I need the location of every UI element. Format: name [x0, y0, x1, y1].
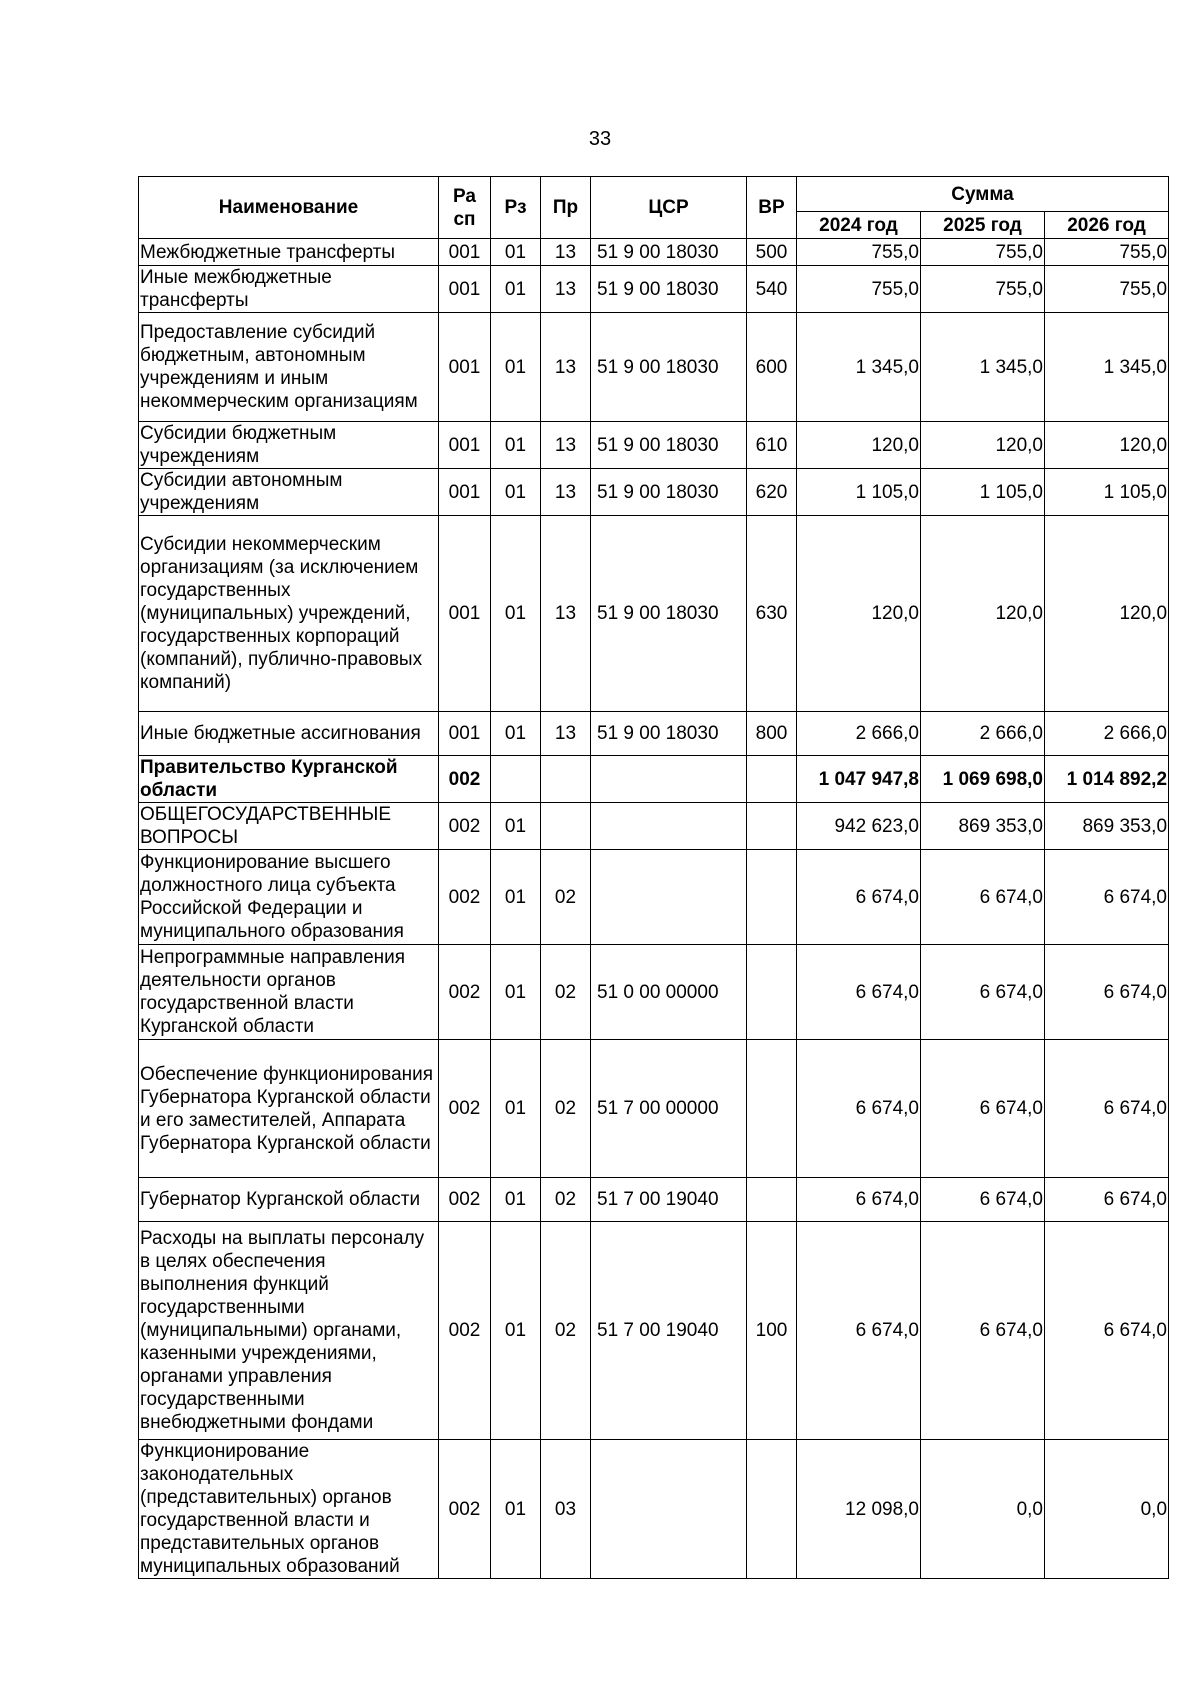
page-number: 33: [588, 128, 612, 150]
row-rz: 01: [491, 239, 541, 266]
table-row: [139, 239, 1169, 266]
row-amount-2025: 120,0: [921, 516, 1045, 712]
row-vr: [747, 756, 797, 803]
table-row: [139, 1222, 1169, 1440]
table-row: [139, 945, 1169, 1040]
row-amount-2025: 6 674,0: [921, 1040, 1045, 1178]
row-pr: 13: [541, 266, 591, 313]
row-amount-2026: 1 014 892,2: [1045, 756, 1169, 803]
table-row: [139, 1040, 1169, 1178]
row-rz: 01: [491, 266, 541, 313]
row-name: Субсидии автономным учреждениям: [139, 469, 439, 516]
row-rasp: 002: [439, 1040, 491, 1178]
row-name: Обеспечение функционирования Губернатора Курганской области и его заместителей, Аппарата Губернатора Курганской области: [139, 1040, 439, 1178]
row-rasp: 002: [439, 1178, 491, 1222]
row-name: Непрограммные направления деятельности органов государственной власти Курганской области: [139, 945, 439, 1040]
row-name: Иные бюджетные ассигнования: [139, 712, 439, 756]
row-csr: 51 9 00 18030: [591, 266, 747, 313]
row-rasp: 001: [439, 266, 491, 313]
row-amount-2025: 0,0: [921, 1440, 1045, 1579]
row-rz: 01: [491, 516, 541, 712]
row-amount-2024: 1 105,0: [797, 469, 921, 516]
table-row: [139, 1440, 1169, 1579]
row-rz: [491, 756, 541, 803]
row-name: Субсидии некоммерческим организациям (за исключением государственных (муниципальных) учреждений, государственных корпораций (компаний), публично-правовых компаний): [139, 516, 439, 712]
row-name: Функционирование законодательных (представительных) органов государственной власти и представительных органов муниципальных образований: [139, 1440, 439, 1579]
row-pr: 03: [541, 1440, 591, 1579]
row-amount-2024: 2 666,0: [797, 712, 921, 756]
table-row: [139, 756, 1169, 803]
row-vr: [747, 1440, 797, 1579]
row-pr: [541, 803, 591, 850]
row-amount-2024: 6 674,0: [797, 1040, 921, 1178]
header-2024: 2024 год: [797, 212, 921, 239]
row-csr: 51 7 00 00000: [591, 1040, 747, 1178]
row-amount-2025: 6 674,0: [921, 850, 1045, 945]
row-amount-2025: 6 674,0: [921, 1222, 1045, 1440]
row-amount-2026: 755,0: [1045, 266, 1169, 313]
row-csr: 51 0 00 00000: [591, 945, 747, 1040]
row-amount-2026: 6 674,0: [1045, 1222, 1169, 1440]
row-amount-2026: 869 353,0: [1045, 803, 1169, 850]
row-vr: 500: [747, 239, 797, 266]
row-pr: 13: [541, 516, 591, 712]
row-amount-2025: 755,0: [921, 266, 1045, 313]
row-csr: 51 9 00 18030: [591, 313, 747, 422]
row-amount-2024: 120,0: [797, 516, 921, 712]
header-pr: Пр: [541, 177, 591, 239]
row-csr: 51 7 00 19040: [591, 1222, 747, 1440]
row-amount-2025: 6 674,0: [921, 945, 1045, 1040]
table-row: [139, 712, 1169, 756]
row-csr: [591, 850, 747, 945]
row-amount-2026: 6 674,0: [1045, 1040, 1169, 1178]
row-amount-2024: 942 623,0: [797, 803, 921, 850]
row-vr: 800: [747, 712, 797, 756]
row-amount-2025: 869 353,0: [921, 803, 1045, 850]
row-rasp: 001: [439, 516, 491, 712]
row-amount-2026: 120,0: [1045, 422, 1169, 469]
header-sum: Сумма: [797, 177, 1169, 212]
row-rasp: 001: [439, 712, 491, 756]
table-row: [139, 850, 1169, 945]
row-amount-2025: 755,0: [921, 239, 1045, 266]
row-vr: [747, 850, 797, 945]
header-rasp-bottom: сп: [453, 208, 476, 230]
row-rasp: 002: [439, 1222, 491, 1440]
budget-table: [138, 176, 1169, 1579]
row-vr: 540: [747, 266, 797, 313]
row-amount-2024: 6 674,0: [797, 945, 921, 1040]
row-rasp: 002: [439, 1440, 491, 1579]
row-amount-2024: 755,0: [797, 239, 921, 266]
row-pr: 13: [541, 422, 591, 469]
row-rasp: 001: [439, 313, 491, 422]
row-csr: [591, 803, 747, 850]
row-name: Правительство Курганской области: [139, 756, 439, 803]
table-row: [139, 516, 1169, 712]
table-row: [139, 422, 1169, 469]
row-vr: 600: [747, 313, 797, 422]
header-rz: Рз: [491, 177, 541, 239]
row-name: ОБЩЕГОСУДАРСТВЕННЫЕ ВОПРОСЫ: [139, 803, 439, 850]
table-row: [139, 1178, 1169, 1222]
header-vr: ВР: [747, 177, 797, 239]
row-amount-2026: 120,0: [1045, 516, 1169, 712]
row-amount-2024: 6 674,0: [797, 850, 921, 945]
row-vr: 100: [747, 1222, 797, 1440]
header-name: Наименование: [139, 177, 439, 239]
budget-table-body: [139, 239, 1169, 1579]
row-amount-2026: 0,0: [1045, 1440, 1169, 1579]
row-csr: [591, 1440, 747, 1579]
row-amount-2025: 6 674,0: [921, 1178, 1045, 1222]
row-amount-2026: 6 674,0: [1045, 850, 1169, 945]
row-csr: 51 7 00 19040: [591, 1178, 747, 1222]
row-name: Субсидии бюджетным учреждениям: [139, 422, 439, 469]
header-rasp: [439, 177, 491, 239]
row-amount-2024: 1 345,0: [797, 313, 921, 422]
row-name: Губернатор Курганской области: [139, 1178, 439, 1222]
row-rz: 01: [491, 469, 541, 516]
row-csr: [591, 756, 747, 803]
row-rasp: 001: [439, 422, 491, 469]
row-amount-2026: 1 105,0: [1045, 469, 1169, 516]
row-pr: 02: [541, 1040, 591, 1178]
row-csr: 51 9 00 18030: [591, 712, 747, 756]
header-csr: ЦСР: [591, 177, 747, 239]
row-rz: 01: [491, 313, 541, 422]
row-vr: [747, 803, 797, 850]
row-rasp: 002: [439, 803, 491, 850]
row-rasp: 002: [439, 850, 491, 945]
row-name: Межбюджетные трансферты: [139, 239, 439, 266]
row-name: Иные межбюджетные трансферты: [139, 266, 439, 313]
table-row: [139, 313, 1169, 422]
row-amount-2024: 1 047 947,8: [797, 756, 921, 803]
row-name: Расходы на выплаты персоналу в целях обеспечения выполнения функций государственными (муниципальными) органами, казенными учреждениями, органами управления государственными внебюджетными фондами: [139, 1222, 439, 1440]
row-amount-2024: 120,0: [797, 422, 921, 469]
row-amount-2026: 1 345,0: [1045, 313, 1169, 422]
row-rz: 01: [491, 712, 541, 756]
row-amount-2024: 12 098,0: [797, 1440, 921, 1579]
row-vr: 620: [747, 469, 797, 516]
row-pr: 13: [541, 239, 591, 266]
row-vr: [747, 945, 797, 1040]
row-rz: 01: [491, 850, 541, 945]
row-rz: 01: [491, 1040, 541, 1178]
row-rz: 01: [491, 945, 541, 1040]
row-csr: 51 9 00 18030: [591, 469, 747, 516]
row-pr: 02: [541, 1222, 591, 1440]
table-row: [139, 266, 1169, 313]
header-rasp-top: Ра: [453, 185, 476, 207]
row-amount-2026: 6 674,0: [1045, 1178, 1169, 1222]
row-rasp: 002: [439, 756, 491, 803]
row-rasp: 001: [439, 469, 491, 516]
header-2026: 2026 год: [1045, 212, 1169, 239]
row-name: Функционирование высшего должностного лица субъекта Российской Федерации и муниципального образования: [139, 850, 439, 945]
row-rz: 01: [491, 422, 541, 469]
row-vr: [747, 1178, 797, 1222]
row-rz: 01: [491, 803, 541, 850]
row-rz: 01: [491, 1178, 541, 1222]
row-amount-2024: 6 674,0: [797, 1222, 921, 1440]
row-amount-2025: 1 069 698,0: [921, 756, 1045, 803]
row-amount-2025: 2 666,0: [921, 712, 1045, 756]
row-vr: [747, 1040, 797, 1178]
row-amount-2026: 755,0: [1045, 239, 1169, 266]
row-rasp: 001: [439, 239, 491, 266]
row-pr: 13: [541, 313, 591, 422]
row-rz: 01: [491, 1222, 541, 1440]
header-2025: 2025 год: [921, 212, 1045, 239]
row-amount-2026: 2 666,0: [1045, 712, 1169, 756]
row-amount-2025: 120,0: [921, 422, 1045, 469]
row-rasp: 002: [439, 945, 491, 1040]
table-row: [139, 803, 1169, 850]
row-amount-2024: 755,0: [797, 266, 921, 313]
row-amount-2025: 1 345,0: [921, 313, 1045, 422]
row-name: Предоставление субсидий бюджетным, автономным учреждениям и иным некоммерческим организациям: [139, 313, 439, 422]
row-csr: 51 9 00 18030: [591, 516, 747, 712]
row-pr: [541, 756, 591, 803]
table-row: [139, 469, 1169, 516]
row-vr: 630: [747, 516, 797, 712]
row-csr: 51 9 00 18030: [591, 239, 747, 266]
row-pr: 13: [541, 469, 591, 516]
row-pr: 13: [541, 712, 591, 756]
row-amount-2024: 6 674,0: [797, 1178, 921, 1222]
row-amount-2025: 1 105,0: [921, 469, 1045, 516]
row-pr: 02: [541, 945, 591, 1040]
row-amount-2026: 6 674,0: [1045, 945, 1169, 1040]
row-csr: 51 9 00 18030: [591, 422, 747, 469]
row-pr: 02: [541, 1178, 591, 1222]
row-vr: 610: [747, 422, 797, 469]
row-pr: 02: [541, 850, 591, 945]
row-rz: 01: [491, 1440, 541, 1579]
